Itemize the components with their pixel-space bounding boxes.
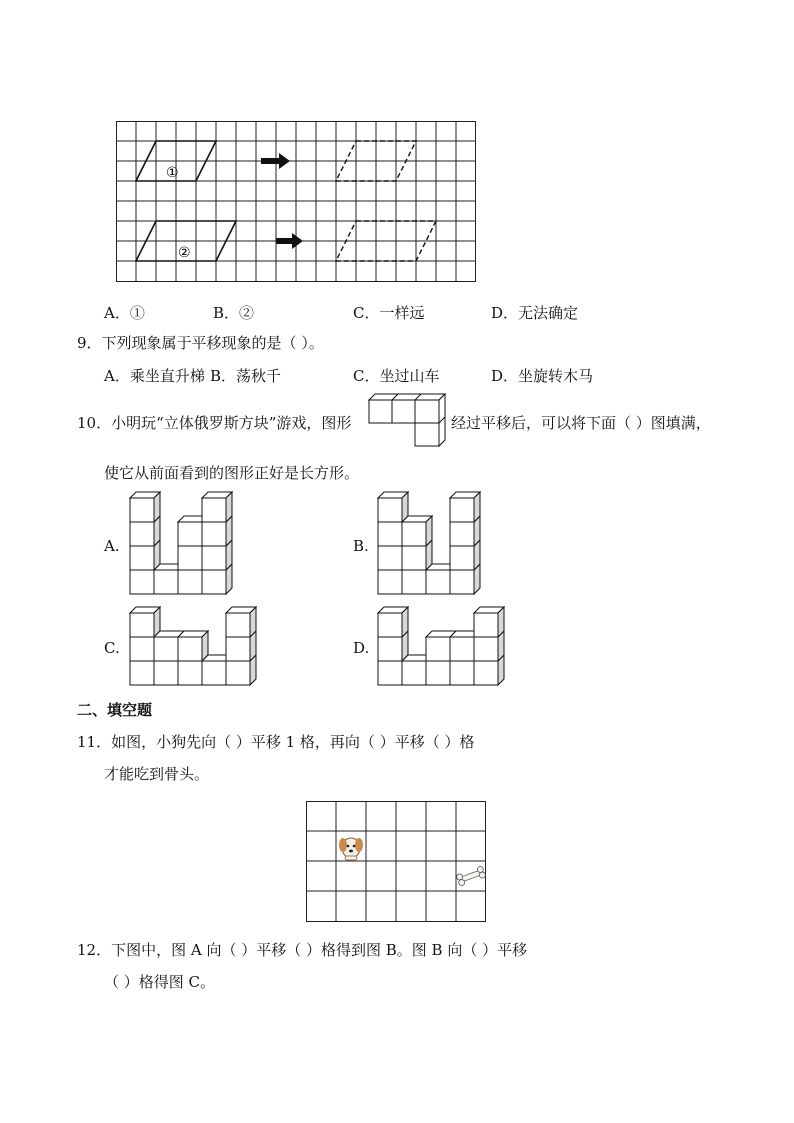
q8-option-a[interactable]: A．① [104, 304, 145, 322]
q10-stem-part3: 使它从前面看到的图形正好是长方形。 [104, 464, 360, 482]
bone-icon [456, 866, 486, 887]
q10-stem-part1: 10．小明玩“立体俄罗斯方块”游戏，图形 [77, 414, 352, 432]
q10-option-a[interactable]: A. [104, 537, 120, 555]
q11-line2: 才能吃到骨头。 [104, 765, 210, 783]
translation-grid-figure [116, 121, 476, 283]
cube-figure-d[interactable] [378, 607, 518, 691]
q10-option-d[interactable]: D. [353, 639, 370, 657]
q10-stem-part2: 经过平移后，可以将下面（ ）图填满， [451, 414, 711, 432]
q10-option-c[interactable]: C. [104, 639, 120, 657]
shape-2-label: ② [178, 245, 191, 261]
q9-option-d[interactable]: D．坐旋转木马 [491, 367, 594, 385]
dog-icon [339, 838, 363, 860]
q10-option-b[interactable]: B. [353, 537, 369, 555]
q8-option-b[interactable]: B．② [213, 304, 255, 322]
cube-figure-c[interactable] [130, 607, 270, 691]
cube-figure-a[interactable] [130, 492, 240, 598]
q8-option-d[interactable]: D．无法确定 [491, 304, 579, 322]
q9-option-c[interactable]: C．坐过山车 [353, 367, 440, 385]
shape-1-label: ① [166, 165, 179, 181]
q8-option-c[interactable]: C．一样远 [353, 304, 425, 322]
q9-option-b[interactable]: B．荡秋千 [210, 367, 282, 385]
q12-line2: （ ）格得图 C。 [104, 973, 216, 991]
right-arrow-icon [276, 233, 303, 249]
q12-line1: 12．下图中，图 A 向（ ）平移（ ）格得到图 B。图 B 向（ ）平移 [77, 941, 528, 959]
dog-bone-grid [306, 801, 486, 923]
q11-line1: 11．如图，小狗先向（ ）平移 1 格，再向（ ）平移（ ）格 [77, 733, 475, 751]
section-heading: 二、填空题 [77, 701, 153, 719]
q9-option-a[interactable]: A．乘坐直升梯 [104, 367, 205, 385]
cube-figure-b[interactable] [378, 492, 488, 598]
q9-stem: 9．下列现象属于平移现象的是（ ）。 [77, 334, 324, 352]
tetris-piece-figure [369, 394, 449, 452]
